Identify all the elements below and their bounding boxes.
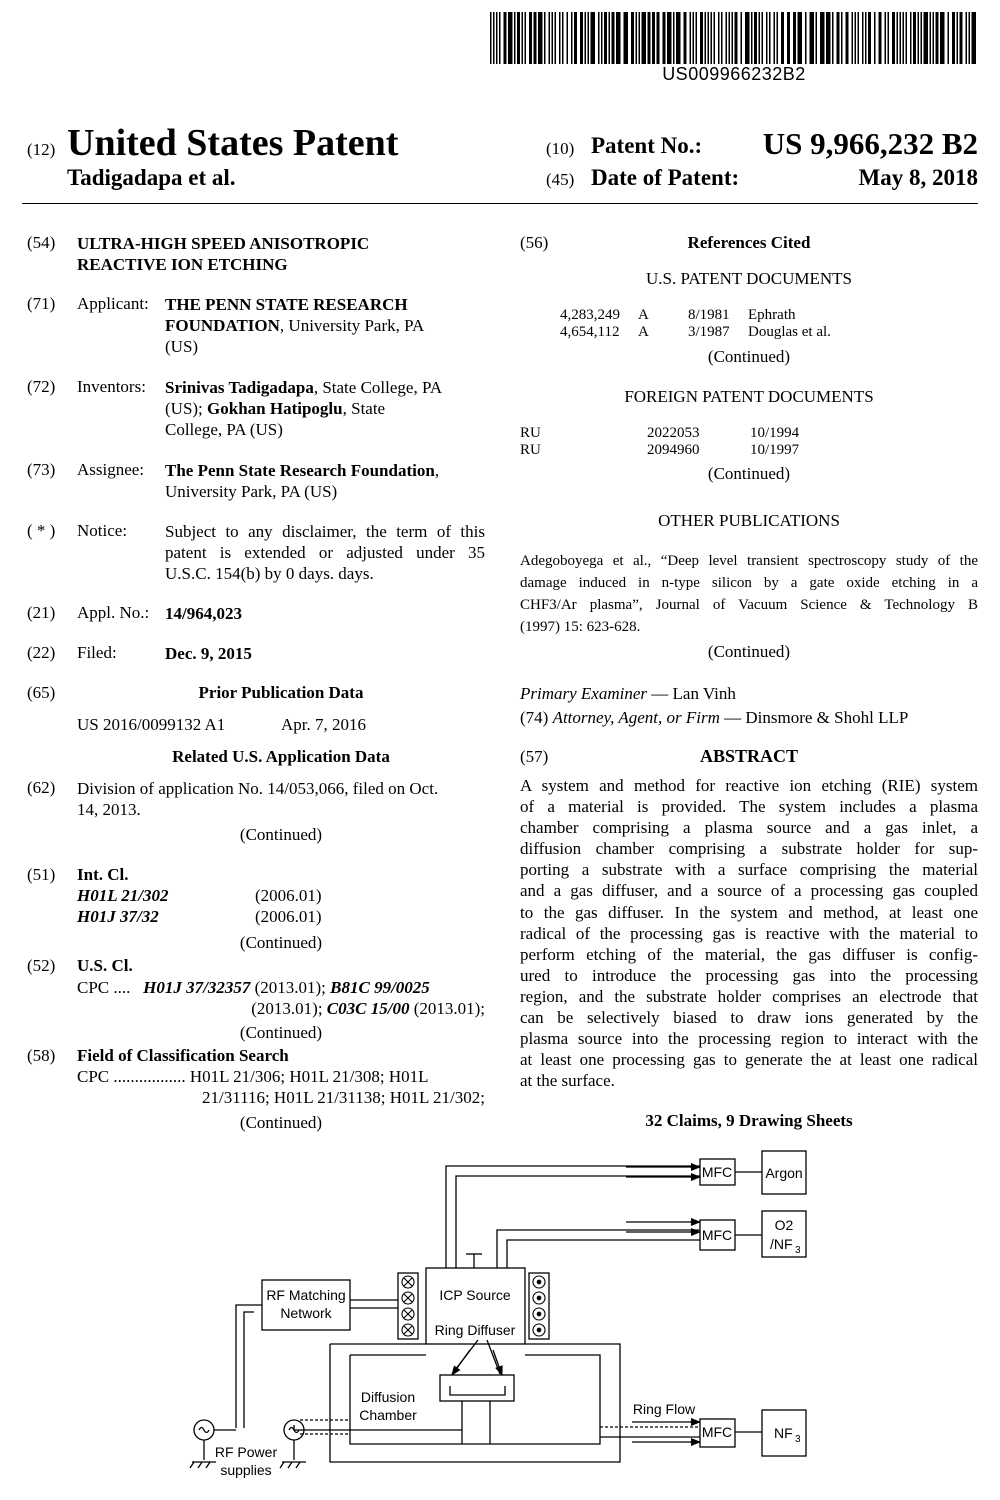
inventors-label: Inventors: <box>77 377 146 396</box>
citation-line: (1997) 15: 623-628. <box>520 619 641 635</box>
applicant-code: (71) <box>27 294 56 313</box>
intcl-code: (51) <box>27 865 56 884</box>
appl-number: 14/964,023 <box>165 604 242 623</box>
uscl-label: U.S. Cl. <box>77 956 133 975</box>
applicant-name-cont: FOUNDATION <box>165 316 280 335</box>
abstract-line: and a gas diffuser, and a source of a processing gas coupled <box>520 881 978 901</box>
abstract-line: diffusion chamber comprising a substrate holder for sup- <box>520 839 978 859</box>
prior-pub-code: (65) <box>27 683 56 702</box>
foreign-doc-row <box>520 425 960 442</box>
coil-left <box>398 1273 418 1339</box>
notice-line: Subject to any disclaimer, the term of this <box>165 522 485 541</box>
division-code: (62) <box>27 778 56 797</box>
notice-label: Notice: <box>77 521 128 540</box>
foreign-continued: (Continued) <box>707 464 791 483</box>
uscl-date: (2013.01); <box>409 999 485 1018</box>
o2-label: O2 <box>774 1217 794 1233</box>
uscl-date: (2013.01); <box>250 978 331 997</box>
inventor-name: Gokhan Hatipoglu <box>207 399 343 418</box>
abstract-text <box>520 775 978 1091</box>
subscript: 3 <box>795 1434 801 1445</box>
assignee-code: (73) <box>27 460 56 479</box>
citation-line: Adegoboyega et al., “Deep level transient spectroscopy study of the <box>520 553 978 569</box>
examiner-name: — Lan Vinh <box>647 684 736 703</box>
abstract-line: to the gas diffuser. In the system and method, at least one <box>520 902 978 922</box>
abstract-code: (57) <box>520 747 549 766</box>
us-doc-row <box>560 324 980 341</box>
uscl-line1 <box>77 977 485 998</box>
filed-date: Dec. 9, 2015 <box>165 644 252 663</box>
doc-date: 8/1981 <box>688 307 730 323</box>
title-line: ULTRA-HIGH SPEED ANISOTROPIC <box>77 234 370 253</box>
field-line: CPC ................. H01L 21/306; H01L 21/308; H01L <box>77 1067 429 1086</box>
field-code: (58) <box>27 1046 56 1065</box>
doc-date: 10/1994 <box>750 425 800 441</box>
doc-type: United States Patent <box>67 122 399 164</box>
assignee-name: The Penn State Research Foundation <box>165 461 435 480</box>
gas-line <box>507 1240 700 1268</box>
rf-matching-label: Network <box>280 1305 332 1321</box>
intcl-continued: (Continued) <box>239 933 323 952</box>
barcode-graphic <box>490 12 978 64</box>
claims-summary: 32 Claims, 9 Drawing Sheets <box>645 1111 853 1130</box>
us-docs-heading: U.S. PATENT DOCUMENTS <box>646 269 852 288</box>
field-line: 21/31116; H01L 21/31138; H01L 21/302; <box>201 1088 485 1107</box>
foreign-doc-row <box>520 442 960 459</box>
doc-number: 4,283,249 <box>560 307 620 323</box>
rf-line <box>244 1312 254 1428</box>
abstract-line: plasma source into the processing region to interact with the <box>520 1029 978 1049</box>
prior-pub-heading: Prior Publication Data <box>198 683 364 702</box>
applicant-value <box>165 294 485 357</box>
nf3-source-label: NF <box>774 1425 793 1441</box>
notice-code: ( * ) <box>27 521 56 540</box>
date-label: Date of Patent: <box>591 165 740 190</box>
attorney-name: — Dinsmore & Shohl LLP <box>719 708 909 727</box>
rf-line <box>236 1305 262 1428</box>
abstract-line: perform etching of the material, the gas diffuser is config- <box>520 944 978 964</box>
abstract-line: ured to introduce the processing gas into the processing <box>520 965 978 985</box>
division-line: 14, 2013. <box>77 800 141 819</box>
abstract-line: A system and method for reactive ion etching (RIE) system <box>520 776 978 795</box>
abstract-line: at least one processing gas to generate the at least one radical <box>520 1050 978 1070</box>
uscl-date: (2013.01); <box>251 999 327 1018</box>
applicant-location: , University Park, PA <box>279 316 425 335</box>
abstract-line: radical of the processing gas is reactive with the material to <box>520 923 978 943</box>
subscript: 3 <box>795 1245 801 1256</box>
doc-kind: A <box>638 324 649 340</box>
refs-heading: References Cited <box>687 233 811 252</box>
patent-no-code: (10) <box>546 139 575 158</box>
abstract-heading: ABSTRACT <box>699 746 799 766</box>
country: RU <box>520 442 541 458</box>
doc-name: Douglas et al. <box>748 324 831 340</box>
inventor-location: , State <box>342 399 386 418</box>
uscl-continued: (Continued) <box>239 1023 323 1042</box>
intcl-date: (2006.01) <box>255 886 322 905</box>
assignee-comma: , <box>434 461 440 480</box>
citation-line: CHF3/Ar plasma”, Journal of Vacuum Science & Technology B <box>520 597 978 613</box>
ring-diffuser-label: Ring Diffuser <box>434 1322 516 1338</box>
notice-line: patent is extended or adjusted under 35 <box>165 543 485 562</box>
other-pub-citation <box>520 550 978 638</box>
rf-matching-label: RF Matching <box>266 1287 346 1303</box>
applicant-country: (US) <box>165 337 199 356</box>
substrate <box>450 1386 505 1395</box>
refs-code: (56) <box>520 233 549 252</box>
patent-number: US 9,966,232 B2 <box>762 126 978 161</box>
us-doc-row <box>560 307 980 324</box>
foreign-heading: FOREIGN PATENT DOCUMENTS <box>624 387 874 406</box>
uscl-code: (52) <box>27 956 56 975</box>
field-label: Field of Classification Search <box>77 1046 289 1065</box>
uscl-line2 <box>251 998 485 1019</box>
argon-label: Argon <box>765 1165 803 1181</box>
rf-power-label: RF Power <box>214 1444 278 1460</box>
primary-examiner <box>520 683 736 704</box>
gas-line <box>497 1230 700 1268</box>
diffusion-chamber-label: Chamber <box>359 1407 417 1423</box>
title-line: REACTIVE ION ETCHING <box>77 255 288 274</box>
notice-text <box>165 521 485 584</box>
ring-flow-label: Ring Flow <box>632 1401 696 1417</box>
intcl-class: H01L 21/302 <box>77 886 169 905</box>
doc-number: 2094960 <box>647 442 700 458</box>
diffusion-chamber-label: Diffusion <box>360 1389 416 1405</box>
bias-line <box>294 1425 462 1430</box>
substrate-holder <box>440 1375 514 1401</box>
uscl-class: B81C 99/0025 <box>330 978 430 997</box>
icp-source-label: ICP Source <box>439 1287 511 1303</box>
division-continued: (Continued) <box>239 825 323 844</box>
patent-date: May 8, 2018 <box>858 165 978 190</box>
inventors-value <box>165 377 485 440</box>
intcl-class: H01J 37/32 <box>77 907 159 926</box>
appl-label: Appl. No.: <box>77 603 150 622</box>
prior-pub-date: Apr. 7, 2016 <box>281 715 366 734</box>
sine <box>199 1428 209 1433</box>
abstract-line: at the surface. <box>520 1071 615 1091</box>
appl-code: (21) <box>27 603 56 622</box>
notice-line: U.S.C. 154(b) by 0 days. days. <box>165 564 374 583</box>
inventor-location: , State College, PA <box>313 378 443 397</box>
abstract-line: can be selectively biased to draw ions generated by the <box>520 1008 978 1028</box>
header-rule <box>22 203 978 204</box>
barcode-number: US009966232B2 <box>662 64 806 84</box>
inventors-code: (72) <box>27 377 56 396</box>
inventor-location-cont: College, PA (US) <box>165 420 283 439</box>
title-code: (54) <box>27 233 56 252</box>
doc-number: 2022053 <box>647 425 700 441</box>
field-continued: (Continued) <box>239 1113 323 1132</box>
doc-name: Ephrath <box>748 307 796 323</box>
intcl-label: Int. Cl. <box>77 865 129 884</box>
other-pubs-heading: OTHER PUBLICATIONS <box>658 511 840 530</box>
representative-drawing <box>0 1140 1000 1500</box>
inventors-short: Tadigadapa et al. <box>67 165 236 190</box>
doc-number: 4,654,112 <box>560 324 620 340</box>
mfc-label: MFC <box>701 1164 733 1180</box>
abstract-line: porting a substrate with a surface comprising the material <box>520 860 978 880</box>
attorney-code: (74) <box>520 708 549 727</box>
division-text <box>77 778 485 820</box>
other-pubs-continued: (Continued) <box>707 642 791 661</box>
doc-kind-code: (12) <box>27 140 56 159</box>
mfc-label: MFC <box>701 1227 733 1243</box>
barcode <box>490 12 978 64</box>
attorney-label: Attorney, Agent, or Firm <box>552 708 720 727</box>
citation-line: damage induced in n-type silicon by a gate oxide etching in a <box>520 575 978 591</box>
doc-date: 3/1987 <box>688 324 730 340</box>
prior-pub-number: US 2016/0099132 A1 <box>77 715 226 734</box>
date-code: (45) <box>546 170 575 189</box>
abstract-line: chamber comprising a plasma source and a gas inlet, a <box>520 818 978 838</box>
pointer <box>487 1340 500 1374</box>
patent-no-label: Patent No.: <box>591 133 703 158</box>
related-heading: Related U.S. Application Data <box>172 747 390 766</box>
applicant-name: THE PENN STATE RESEARCH <box>165 295 408 314</box>
assignee-location: University Park, PA (US) <box>165 482 338 501</box>
inventor-country: (US); <box>165 399 208 418</box>
division-line: Division of application No. 14/053,066, filed on Oct. <box>77 779 439 798</box>
applicant-label: Applicant: <box>77 294 149 313</box>
doc-date: 10/1997 <box>750 442 800 458</box>
assignee-value <box>165 460 485 502</box>
uscl-class: H01J 37/32357 <box>143 978 251 997</box>
mfc-label: MFC <box>701 1424 733 1440</box>
nf3-label: /NF <box>770 1236 793 1252</box>
us-docs-continued: (Continued) <box>707 347 791 366</box>
uscl-class: C03C 15/00 <box>326 999 410 1018</box>
abstract-line: of a material is provided. The system includes a plasma <box>520 797 978 817</box>
rf-power-label: supplies <box>220 1462 272 1478</box>
patent-title <box>77 233 369 275</box>
abstract-line: region, and the substrate holder comprises an electrode that <box>520 986 978 1006</box>
intcl-date: (2006.01) <box>255 907 322 926</box>
attorney <box>520 707 908 728</box>
gas-line <box>446 1166 700 1268</box>
country: RU <box>520 425 541 441</box>
doc-kind: A <box>638 307 649 323</box>
examiner-label: Primary Examiner <box>520 684 648 703</box>
inventor-name: Srinivas Tadigadapa <box>165 378 314 397</box>
filed-code: (22) <box>27 643 56 662</box>
uscl-cpc: CPC .... <box>77 978 131 997</box>
assignee-label: Assignee: <box>77 460 145 479</box>
filed-label: Filed: <box>77 643 117 662</box>
